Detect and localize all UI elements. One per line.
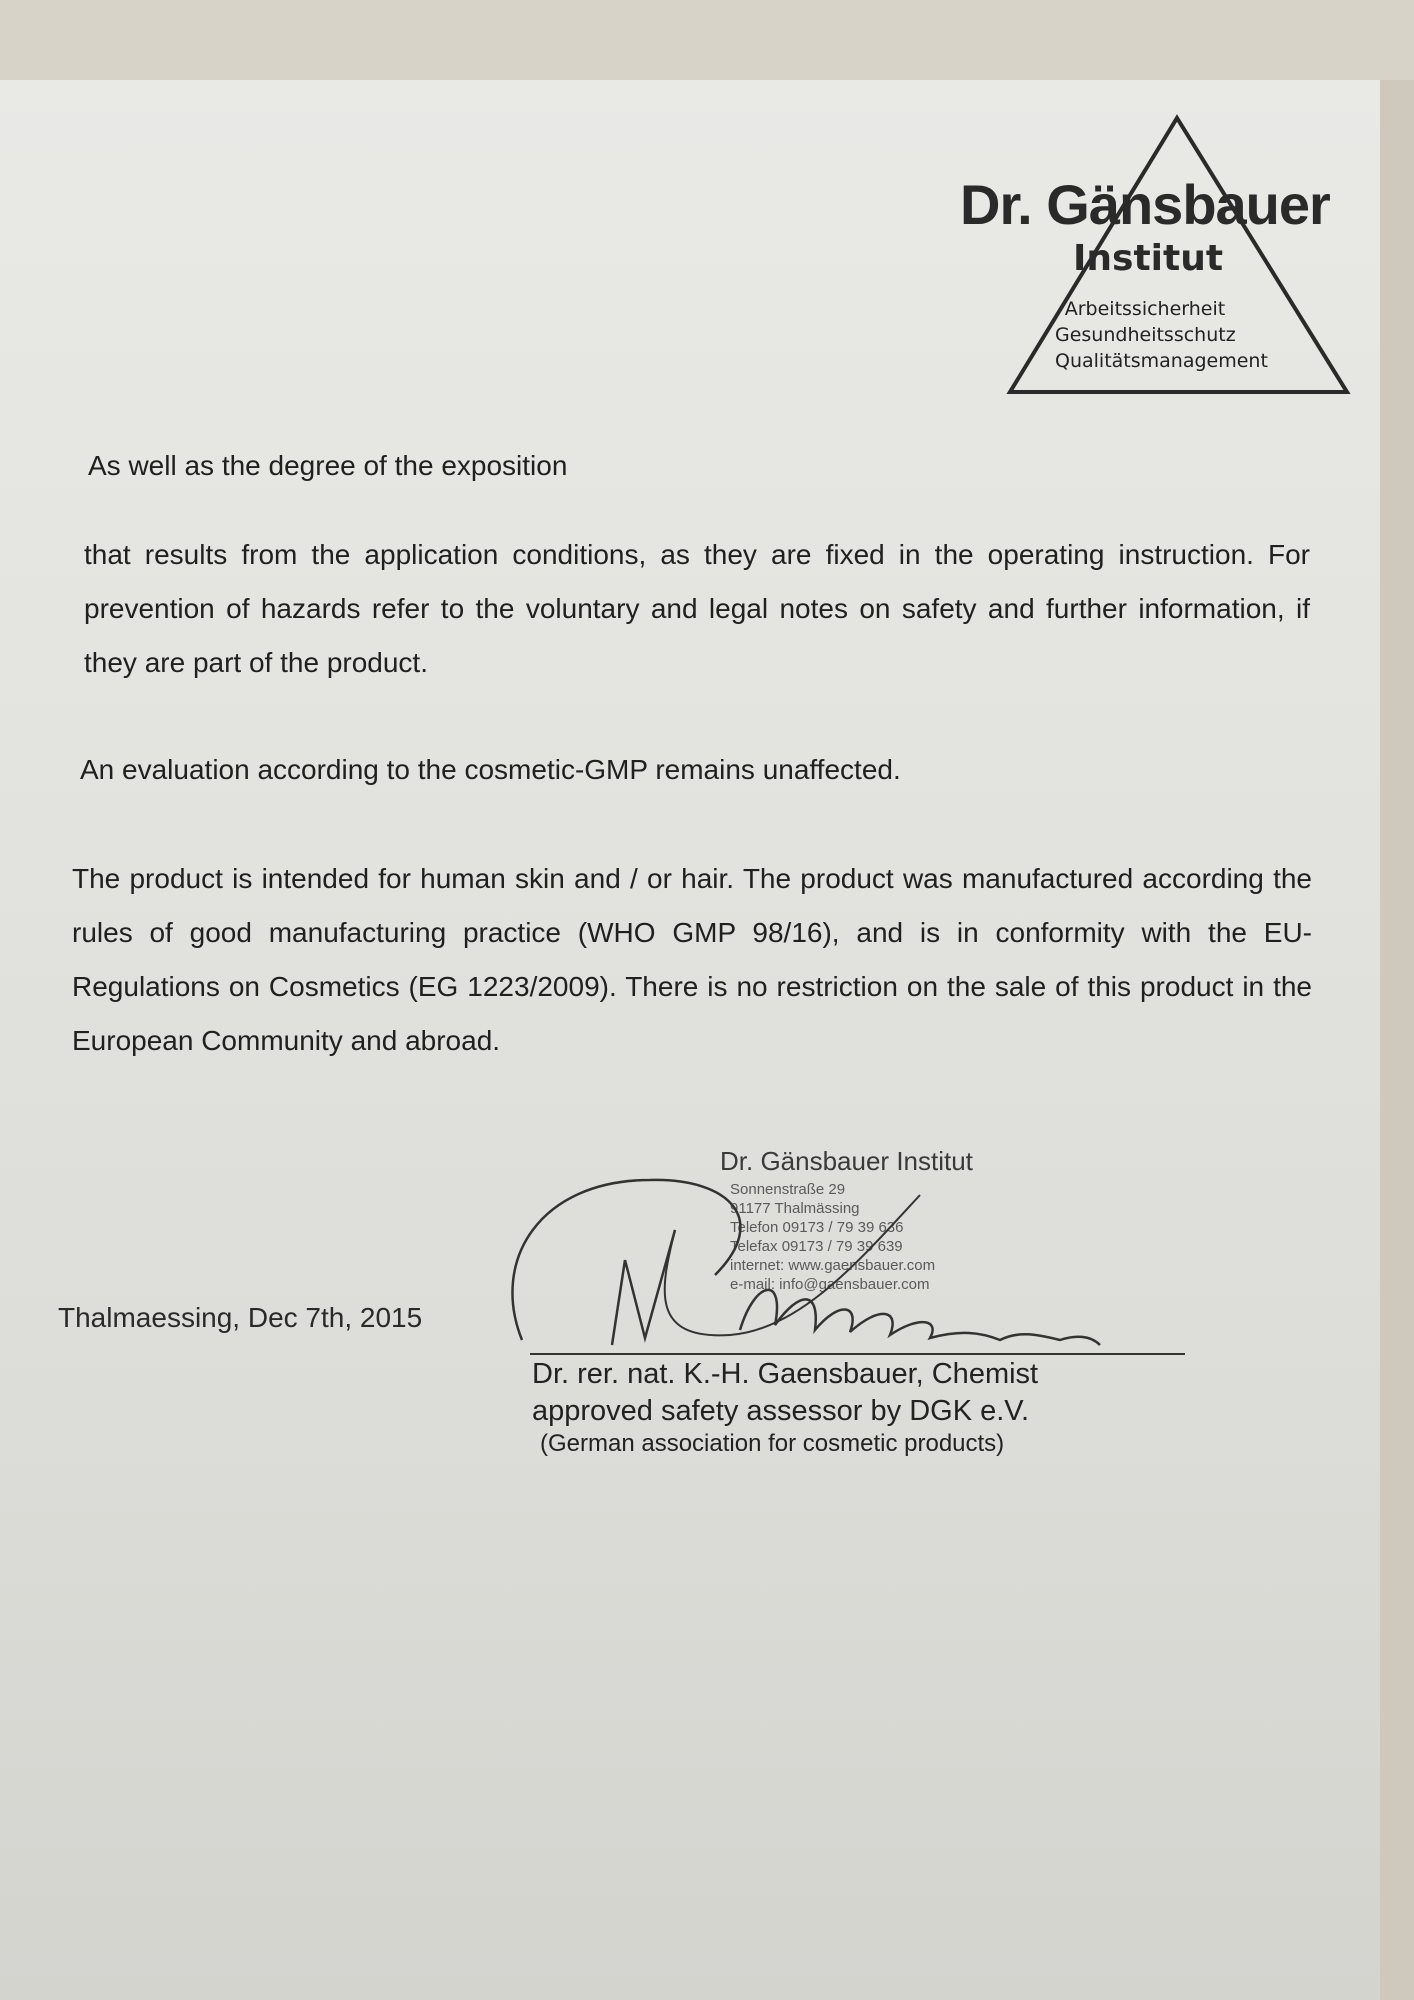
logo-tagline-3: Qualitätsmanagement bbox=[1055, 350, 1268, 372]
company-logo bbox=[955, 110, 1355, 400]
stamp-line-1: Sonnenstraße 29 bbox=[730, 1181, 846, 1198]
stamp-line-5: internet: www.gaensbauer.com bbox=[730, 1257, 936, 1274]
stamp-line-3: Telefon 09173 / 79 39 636 bbox=[730, 1219, 904, 1236]
stamp-line-4: Telefax 09173 / 79 39 639 bbox=[730, 1238, 903, 1255]
signature-block bbox=[500, 1140, 1200, 1480]
paragraph-product-conformity: The product is intended for human skin and / or hair. The product was manufactured according the rules of good manufacturing practice (WHO GMP 98/16), and is in conformity with the EU-Regulations on Cosmetics (EG 1223/2009). There is no restriction on the sale of this product in the European Community and abroad. bbox=[72, 863, 1312, 1056]
paragraph-gmp-evaluation: An evaluation according to the cosmetic-GMP remains unaffected. bbox=[80, 754, 901, 785]
logo-institut: Institut bbox=[1073, 238, 1224, 279]
stamp-line-2: 91177 Thalmässing bbox=[730, 1200, 860, 1217]
place-date: Thalmaessing, Dec 7th, 2015 bbox=[58, 1302, 423, 1333]
signer-info bbox=[532, 1356, 1038, 1430]
logo-tagline-1: Arbeitssicherheit bbox=[1064, 298, 1226, 320]
handwritten-signature-icon bbox=[500, 1140, 1200, 1390]
page-edge bbox=[1380, 80, 1414, 2000]
institute-name: Dr. Gänsbauer Institut bbox=[720, 1146, 973, 1176]
signer-role: approved safety assessor by DGK e.V. bbox=[532, 1395, 1030, 1427]
paragraph-exposition: As well as the degree of the exposition bbox=[88, 450, 568, 481]
stamp-line-6: e-mail: info@gaensbauer.com bbox=[730, 1276, 930, 1293]
signer-note: (German association for cosmetic products) bbox=[540, 1430, 1005, 1457]
logo-brand: Dr. Gänsbauer bbox=[960, 173, 1330, 236]
logo-tagline-2: Gesundheitsschutz bbox=[1055, 324, 1236, 346]
signer-name: Dr. rer. nat. K.-H. Gaensbauer, Chemist bbox=[532, 1358, 1039, 1390]
paragraph-application-conditions: that results from the application conditions, as they are fixed in the operating instruction. For prevention of hazards refer to the voluntary and legal notes on safety and further information, if they are part of the product. bbox=[84, 539, 1310, 678]
